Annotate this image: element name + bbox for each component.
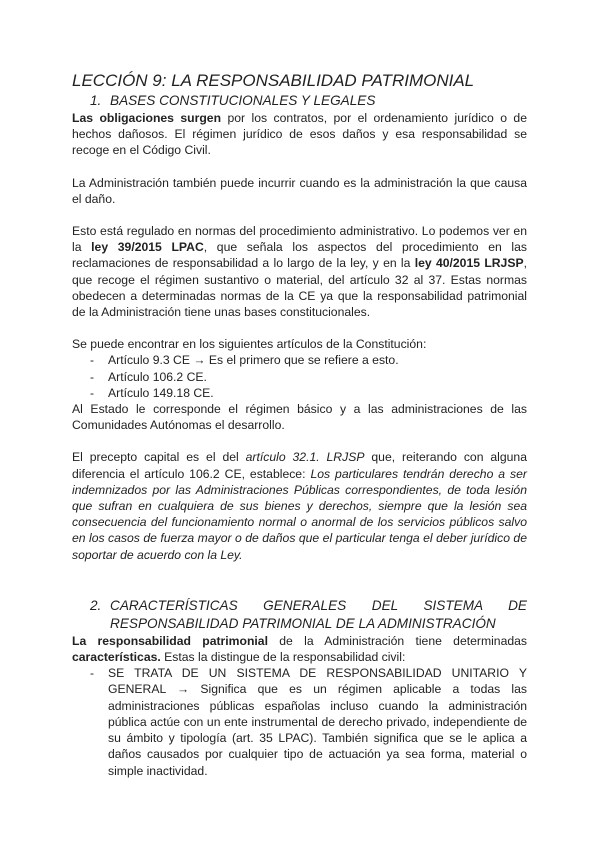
obligations-bold: Las obligaciones surgen: [72, 111, 222, 125]
section1-paragraph-1: [72, 110, 527, 159]
section1-paragraph-3: [72, 223, 527, 320]
p3-c: , que recoge el régimen sustantivo o material, del artículo 32 al 37. Estas normas obedecen a determinadas normas de la CE ya que la responsabilidad patrimonial de la Administración tiene unas bases constitucionales.: [72, 256, 527, 320]
responsabilidad-bold: La responsabilidad patrimonial: [72, 633, 268, 648]
section1-heading-text: BASES CONSTITUCIONALES Y LEGALES: [110, 93, 376, 108]
list-item: - SE TRATA DE UN SISTEMA DE RESPONSABILIDAD UNITARIO Y GENERAL → Significa que es un régimen aplicable a todas las administraciones públicas españolas incluso cuando la administración pública actúe con un ente instrumental de derecho privado, independiente de su ámbito y tipología (art. 35 LPAC). También significa que se le aplica a daños causados por cualquier tipo de actuación ya sea forma, material o simple inactividad.: [90, 665, 527, 778]
list-item: - Artículo 9.3 CE → Es el primero que se refiere a esto.: [90, 352, 527, 368]
section2-heading: [72, 597, 527, 633]
section1-paragraph-5: Al Estado le corresponde el régimen básico y a las administraciones de las Comunidades Autónomas el desarrollo.: [72, 402, 527, 433]
s2-p1-mid: de la Administración tiene determinadas: [267, 633, 528, 648]
constitution-articles-list: [72, 352, 527, 401]
section1-paragraph-4: Se puede encontrar en los siguientes artículos de la Constitución:: [72, 337, 427, 352]
article-quote: Los particulares tendrán derecho a ser indemnizados por las Administraciones Públicas correspondientes, de toda lesión que sufran en cualquiera de sus bienes y derechos, siempre que la lesión sea consecuencia del funcionamiento normal o anormal de los servicios públicos salvo en los casos de fuerza mayor o de daños que el particular tenga el deber jurídico de soportar de acuerdo con la Ley.: [72, 466, 527, 562]
section2-paragraph-1: [72, 633, 527, 665]
p1-rest: por los contratos, por el ordenamiento jurídico o de hechos dañosos. El régimen jurídico de esos daños y esa responsabilidad se recoge en el Código Civil.: [72, 111, 527, 158]
law-40-2015: ley 40/2015 LRJSP: [414, 256, 524, 271]
lesson-title: LECCIÓN 9: LA RESPONSABILIDAD PATRIMONIAL: [72, 71, 475, 90]
document-page: [72, 70, 527, 779]
p6-a: El precepto capital es el del: [72, 450, 246, 465]
section2-heading-text: CARACTERÍSTICAS GENERALES DEL SISTEMA DE RESPONSABILIDAD PATRIMONIAL DE LA ADMINISTRACIÓN: [110, 597, 527, 631]
p3-a: Esto está regulado en normas del procedimiento administrativo. Lo podemos ver en la: [72, 224, 527, 255]
list-item: - Artículo 106.2 CE.: [90, 369, 527, 385]
caracteristicas-bold: características.: [72, 650, 161, 665]
law-39-2015: ley 39/2015 LPAC: [91, 240, 204, 255]
section1-paragraph-2: La Administración también puede incurrir cuando es la administración la que causa el daño.: [72, 175, 527, 206]
p3-b: , que señala los aspectos del procedimiento en las reclamaciones de responsabilidad a lo largo de la ley, y en la: [72, 240, 527, 271]
section2-number: 2.: [90, 597, 102, 613]
article-32-1: artículo 32.1. LRJSP: [245, 450, 365, 465]
s2-p1-rest: Estas la distingue de la responsabilidad civil:: [160, 650, 406, 665]
characteristics-list: [72, 665, 527, 778]
section1-paragraph-6: [72, 449, 527, 562]
section1-heading: [72, 92, 527, 110]
section1-number: 1.: [90, 93, 102, 108]
list-item: - Artículo 149.18 CE.: [90, 385, 527, 401]
p6-b: que, reiterando con alguna diferencia el artículo 106.2 CE, establece:: [72, 450, 527, 481]
